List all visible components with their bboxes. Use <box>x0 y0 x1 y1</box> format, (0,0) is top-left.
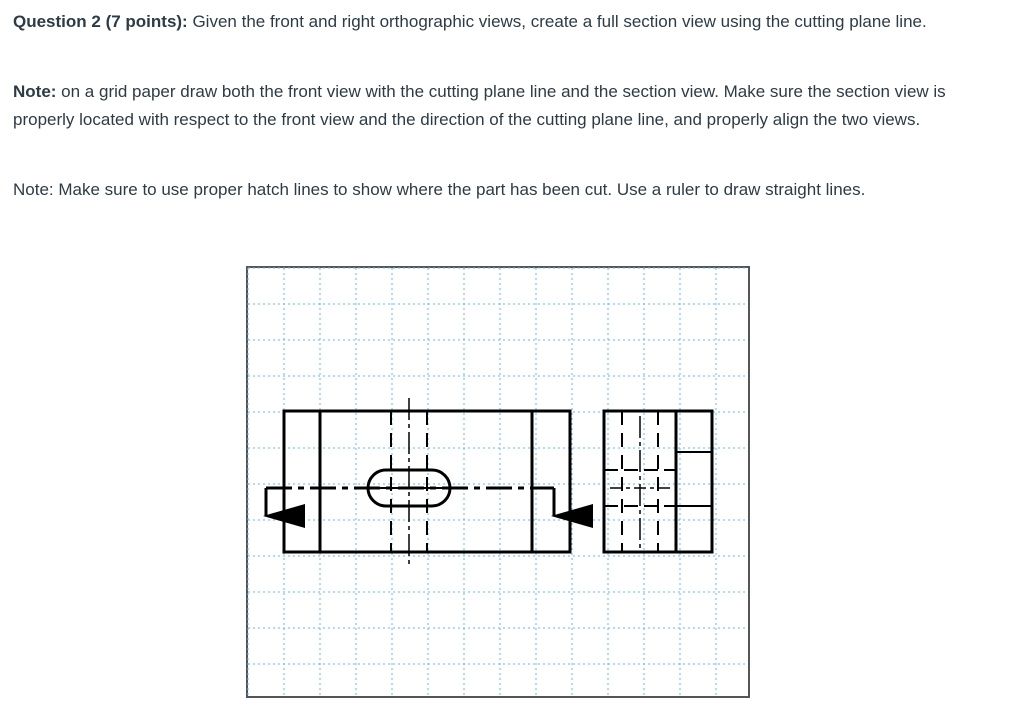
figure-svg <box>246 266 750 698</box>
note-paragraph-1 <box>13 78 1003 134</box>
note-paragraph-2 <box>13 176 1003 204</box>
note1-label: Note: <box>13 82 57 101</box>
note2-text: Note: Make sure to use proper hatch lines to show where the part has been cut. Use a ruler to draw straight lines. <box>13 180 866 199</box>
note1-text: on a grid paper draw both the front view with the cutting plane line and the section view. Make sure the section view is properly located with respect to the front view and the direction of the cutting plane line, and properly align the two views. <box>13 82 946 129</box>
question-text: Given the front and right orthographic views, create a full section view using the cutting plane line. <box>187 12 927 31</box>
orthographic-views-figure <box>246 266 750 698</box>
question-paragraph <box>13 8 1003 36</box>
figure-frame <box>247 267 749 697</box>
question-label: Question 2 (7 points): <box>13 12 188 31</box>
